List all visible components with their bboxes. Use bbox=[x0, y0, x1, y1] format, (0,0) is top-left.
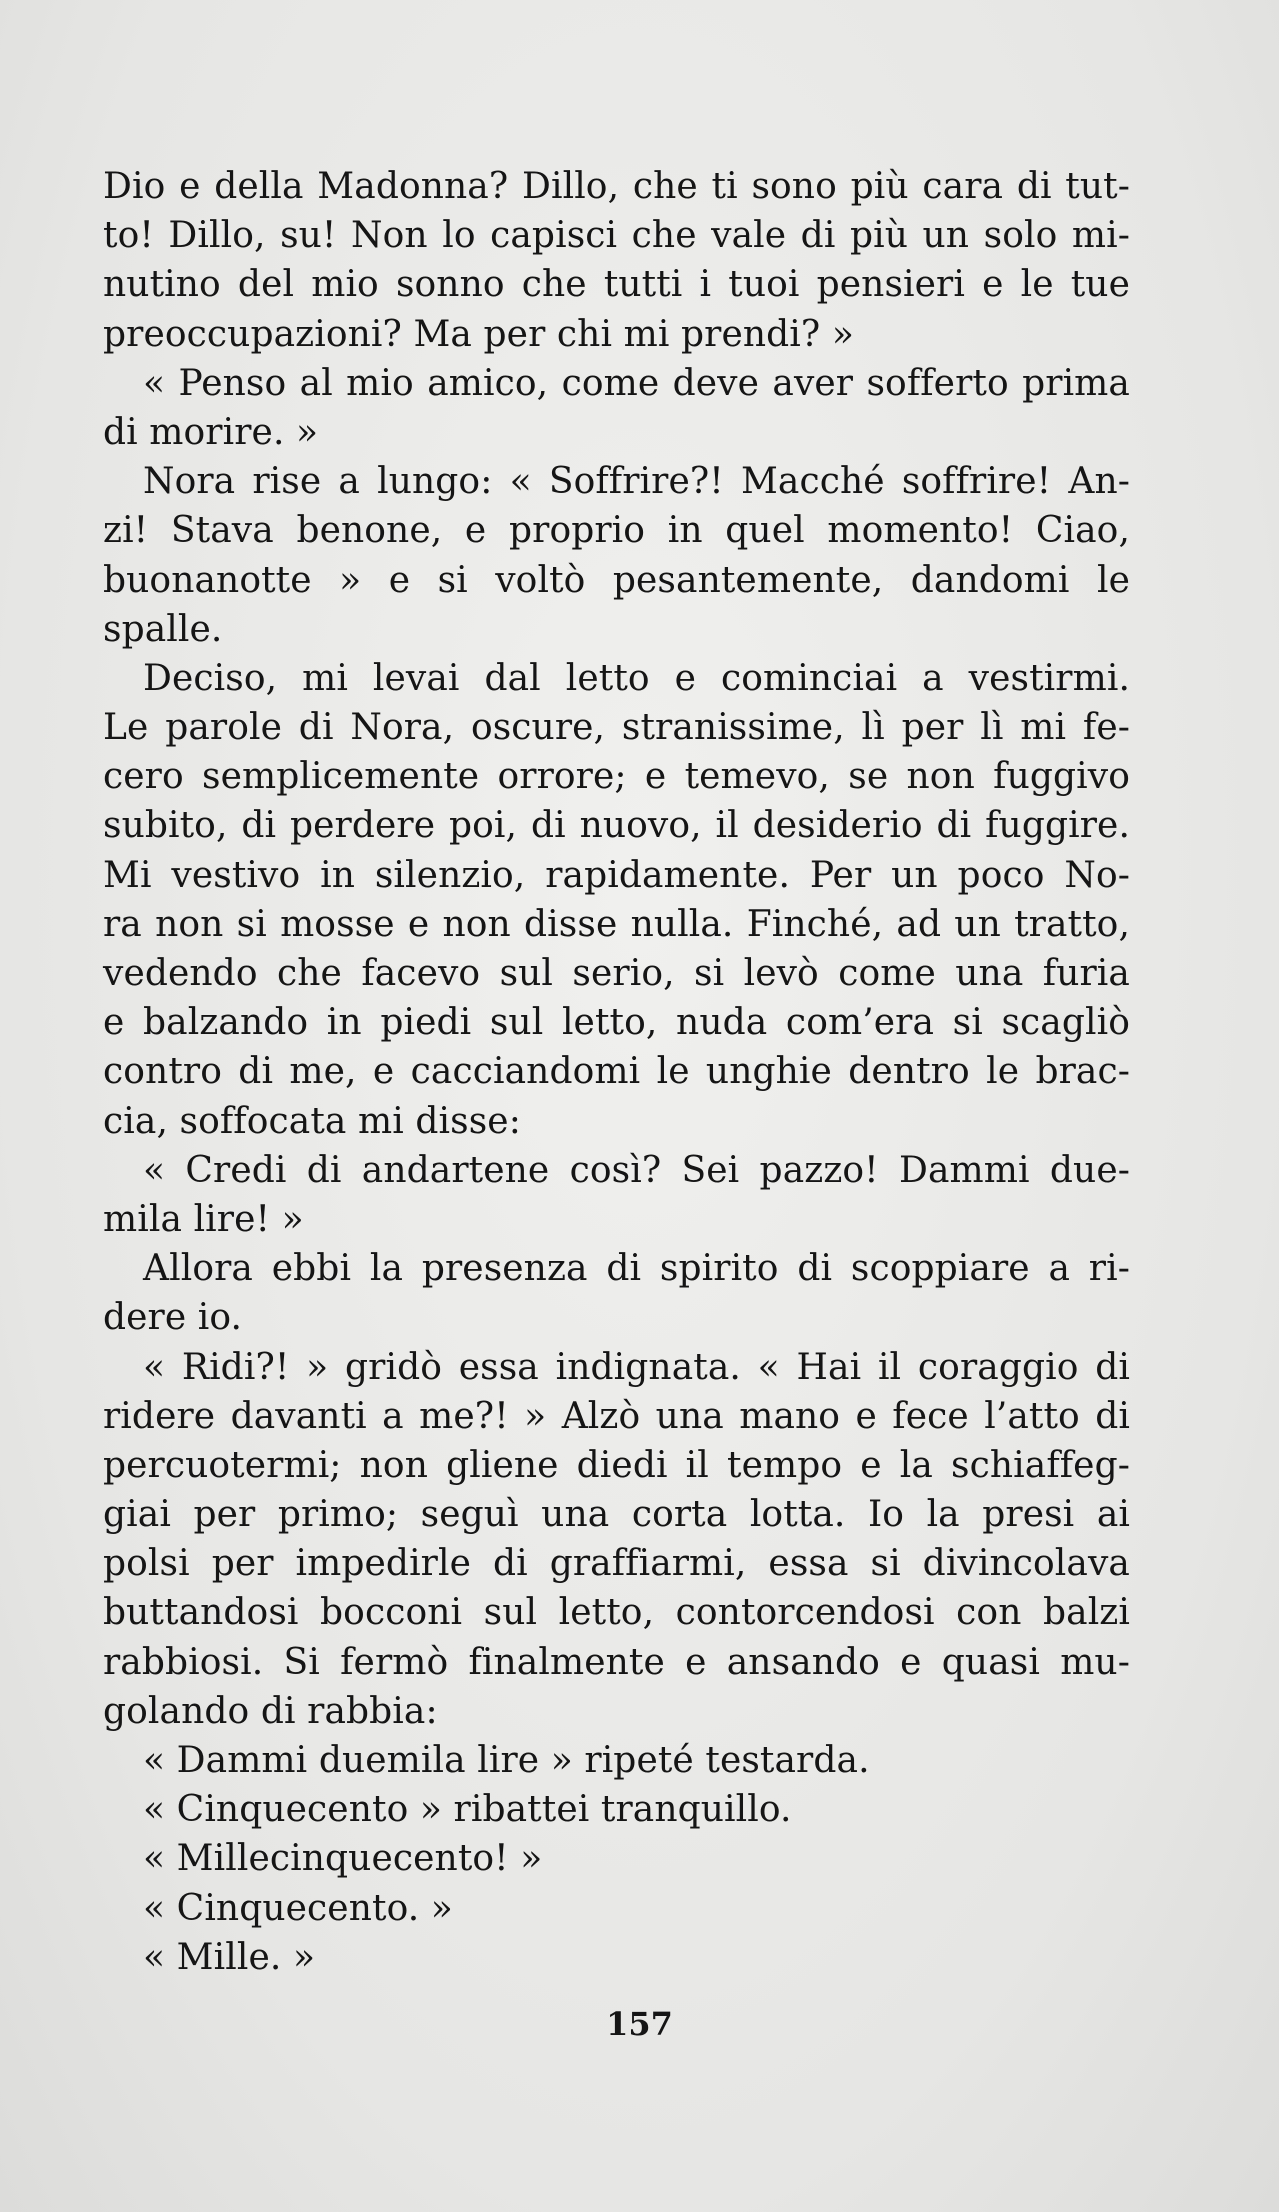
text-line: golando di rabbia: bbox=[103, 1690, 438, 1732]
text-line: di morire. » bbox=[103, 411, 319, 453]
text-line: Deciso, mi levai dal letto e cominciai a vestirmi. bbox=[143, 657, 1130, 699]
text-line: buonanotte » e si voltò pesantemente, dandomi le bbox=[103, 559, 1130, 601]
text-line: rabbiosi. Si fermò finalmente e ansando e quasi mu- bbox=[103, 1641, 1130, 1683]
text-line: to! Dillo, su! Non lo capisci che vale di più un solo mi- bbox=[103, 215, 1130, 257]
text-line: Mi vestivo in silenzio, rapidamente. Per un poco No- bbox=[103, 854, 1130, 896]
text-line: « Cinquecento. » bbox=[143, 1887, 453, 1929]
text-line: mila lire! » bbox=[103, 1198, 304, 1240]
text-line: Allora ebbi la presenza di spirito di scoppiare a ri- bbox=[143, 1248, 1130, 1290]
text-line: Nora rise a lungo: « Soffrire?! Macché soffrire! An- bbox=[143, 461, 1130, 503]
text-line: « Cinquecento » ribattei tranquillo. bbox=[143, 1789, 792, 1831]
text-line: cia, soffocata mi disse: bbox=[103, 1100, 521, 1142]
text-line: Le parole di Nora, oscure, stranissime, lì per lì mi fe- bbox=[103, 707, 1130, 749]
text-line: dere io. bbox=[103, 1297, 243, 1339]
page-number: 157 bbox=[606, 2005, 673, 2043]
text-line: « Mille. » bbox=[143, 1936, 316, 1978]
body-text bbox=[103, 162, 1130, 1982]
text-line: buttandosi bocconi sul letto, contorcendosi con balzi bbox=[103, 1592, 1130, 1634]
text-line: giai per primo; seguì una corta lotta. Io la presi ai bbox=[103, 1494, 1130, 1536]
text-line: « Credi di andartene così? Sei pazzo! Dammi due- bbox=[143, 1149, 1130, 1191]
text-line: preoccupazioni? Ma per chi mi prendi? » bbox=[103, 313, 854, 355]
text-line: Dio e della Madonna? Dillo, che ti sono più cara di tut- bbox=[103, 166, 1130, 207]
text-line: nutino del mio sonno che tutti i tuoi pensieri e le tue bbox=[103, 264, 1130, 306]
text-line: zi! Stava benone, e proprio in quel momento! Ciao, bbox=[103, 510, 1130, 552]
text-line: vedendo che facevo sul serio, si levò come una furia bbox=[103, 953, 1130, 994]
text-line: subito, di perdere poi, di nuovo, il desiderio di fuggire. bbox=[103, 805, 1130, 847]
text-line: contro di me, e cacciandomi le unghie dentro le brac- bbox=[103, 1051, 1130, 1093]
text-line: percuotermi; non gliene diedi il tempo e la schiaffeg- bbox=[103, 1444, 1130, 1486]
text-line: ra non si mosse e non disse nulla. Finché, ad un tratto, bbox=[103, 903, 1130, 945]
text-line: « Ridi?! » gridò essa indignata. « Hai il coraggio di bbox=[143, 1346, 1130, 1388]
text-line: « Penso al mio amico, come deve aver sofferto prima bbox=[143, 362, 1130, 404]
text-line: spalle. bbox=[103, 608, 223, 650]
text-line: polsi per impedirle di graffiarmi, essa si divincolava bbox=[103, 1543, 1130, 1585]
text-line: « Dammi duemila lire » ripeté testarda. bbox=[143, 1740, 870, 1781]
text-line: cero semplicemente orrore; e temevo, se non fuggivo bbox=[103, 756, 1130, 798]
text-line: ridere davanti a me?! » Alzò una mano e fece l’atto di bbox=[103, 1395, 1130, 1437]
text-line: e balzando in piedi sul letto, nuda com’era si scagliò bbox=[103, 1002, 1130, 1044]
text-line: « Millecinquecento! » bbox=[143, 1838, 543, 1880]
